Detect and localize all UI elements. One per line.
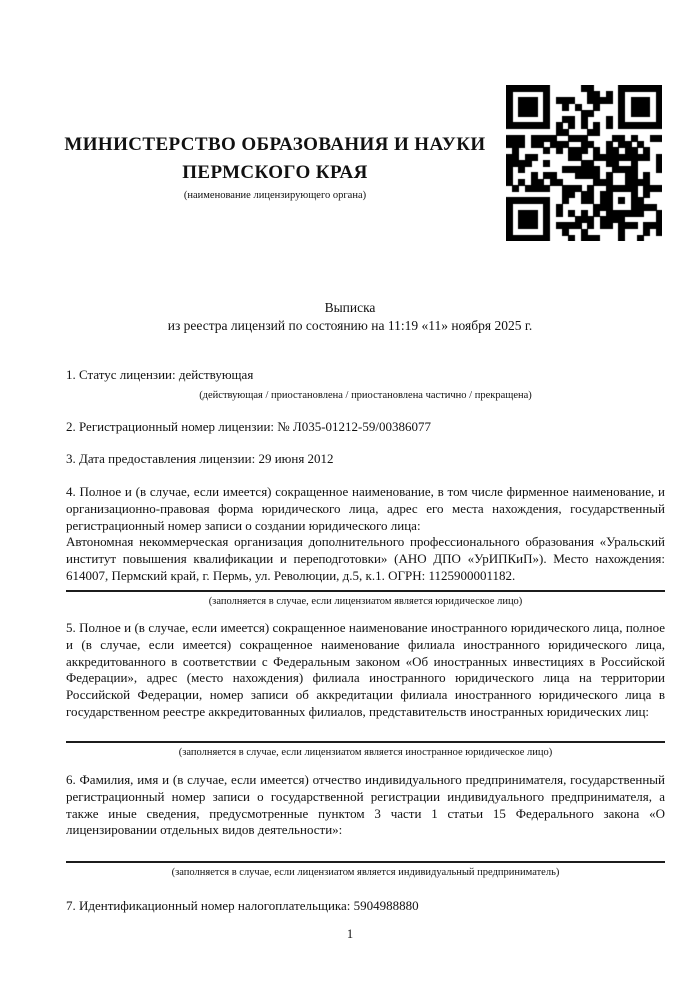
license-grant-date: 3. Дата предоставления лицензии: 29 июня 2012 <box>66 451 334 466</box>
foreign-entity-caption: (заполняется в случае, если лицензиатом является иностранное юридическое лицо) <box>178 747 553 758</box>
ministry-header <box>40 131 510 202</box>
page-number: 1 <box>346 927 354 941</box>
entrepreneur-caption: (заполняется в случае, если лицензиатом является индивидуальный предприниматель) <box>171 867 560 878</box>
entrepreneur-label: 6. Фамилия, имя и (в случае, если имеется) отчество индивидуального предпринимателя, государственный регистрационный номер записи о государственной регистрации индивидуального предпринимателя, а также иные сведения, предусмотренные пунктом 3 части 1 статьи 15 Федерального закона «О лицензировании отдельных видов деятельности»: <box>66 772 665 838</box>
entrepreneur-fill-line <box>66 861 665 863</box>
license-status-options-caption: (действующая / приостановлена / приостановлена частично / прекращена) <box>199 390 532 401</box>
ministry-name-line1: МИНИСТЕРСТВО ОБРАЗОВАНИЯ И НАУКИ <box>64 134 486 155</box>
license-status: 1. Статус лицензии: действующая <box>66 367 254 382</box>
legal-entity-value: Автономная некоммерческая организация дополнительного профессионального образования «Уральский институт повышения квалификации и переподготовки» (АНО ДПО «УрИПКиП»). Место нахождения: 614007, Пермский край, г. Пермь, ул. Революции, д.5, к.1. ОГРН: 1125900001182. <box>66 534 665 583</box>
document-title-line2: из реестра лицензий по состоянию на 11:19 «11» ноября 2025 г. <box>167 317 533 333</box>
legal-entity-fill-line <box>66 590 665 592</box>
taxpayer-id: 7. Идентификационный номер налогоплательщика: 5904988880 <box>66 898 419 913</box>
ministry-name-line2: ПЕРМСКОГО КРАЯ <box>182 162 368 183</box>
legal-entity-label: 4. Полное и (в случае, если имеется) сокращенное наименование, в том числе фирменное наименование, и организационно-правовая форма юридического лица, адрес его места нахождения, государственный регистрационный номер записи о создании юридического лица: <box>66 484 665 533</box>
legal-entity-section <box>66 484 665 585</box>
foreign-entity-label: 5. Полное и (в случае, если имеется) сокращенное наименование иностранного юридического лица, полное и (в случае, если имеется) сокращенное наименование филиала иностранного юридического лица, аккредитованного в соответствии с Федеральным законом «Об иностранных инвестициях в Российской Федерации», адрес (место нахождения) филиала иностранного юридического лица на территории Российской Федерации, номер записи об аккредитации филиала иностранного юридического лица в государственном реестре аккредитованных филиалов, представительств иностранных юридических лиц: <box>66 620 665 719</box>
license-registration-number: 2. Регистрационный номер лицензии: № Л035-01212-59/00386077 <box>66 419 432 434</box>
foreign-entity-fill-line <box>66 741 665 743</box>
document-title-line1: Выписка <box>324 300 376 315</box>
document-title <box>0 299 700 334</box>
qr-code-icon <box>506 85 662 241</box>
legal-entity-caption: (заполняется в случае, если лицензиатом является юридическое лицо) <box>208 596 523 607</box>
licensing-authority-caption: (наименование лицензирующего органа) <box>183 190 367 201</box>
